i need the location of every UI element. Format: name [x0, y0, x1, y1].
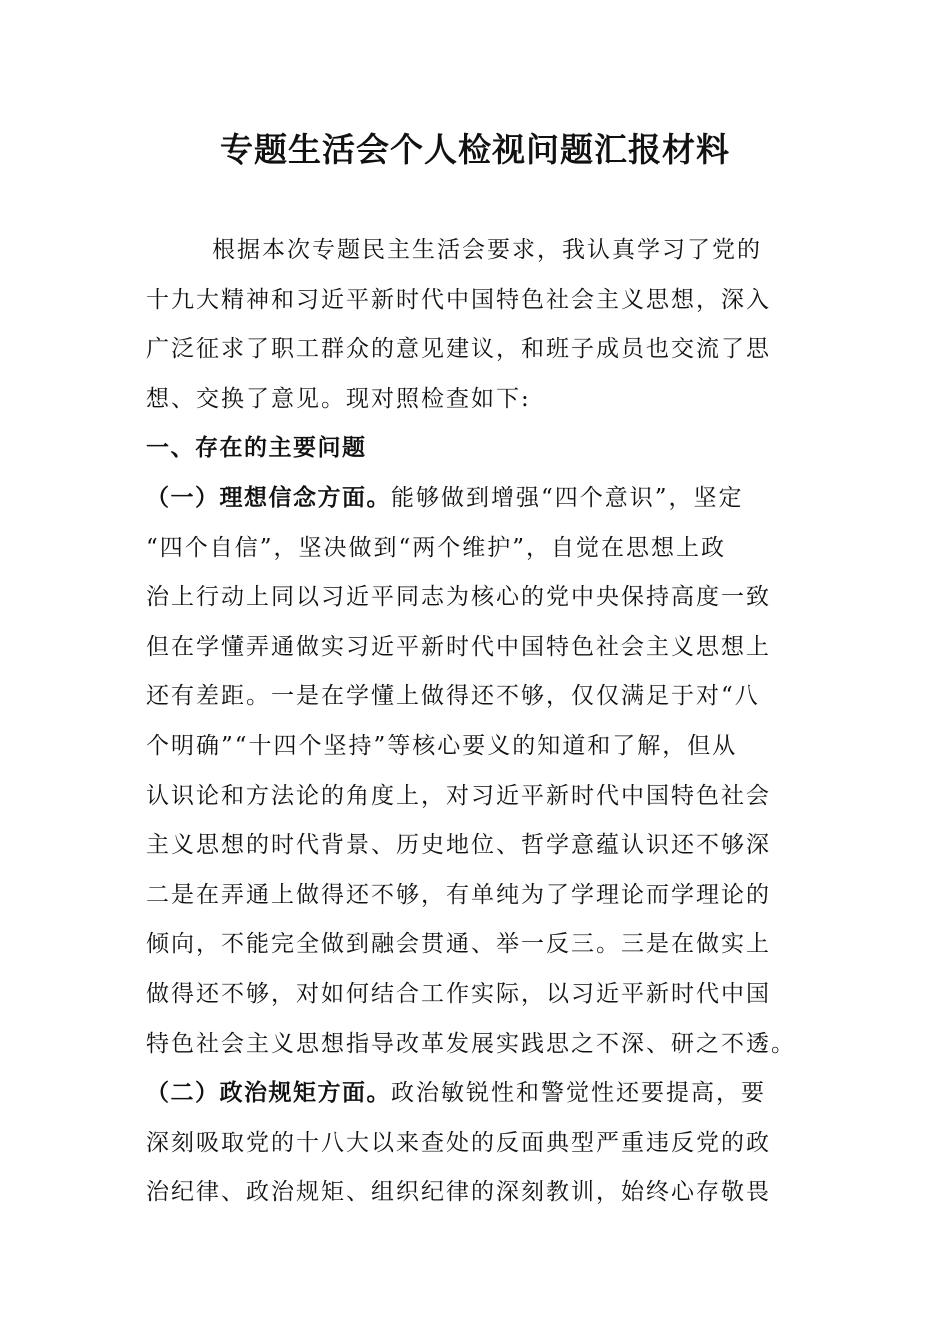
item2-first-line-text: 政治敏锐性和警觉性还要提高，要: [391, 1080, 766, 1107]
item1-first-line: [146, 474, 806, 524]
item1-line: 做得还不够，对如何结合工作实际，以习近平新时代中国: [146, 980, 771, 1007]
intro-line: 根据本次专题民主生活会要求，我认真学习了党的: [212, 237, 762, 263]
item1-first-line-text: 能够做到增强“四个意识”，坚定: [391, 484, 744, 511]
item2-line: 深刻吸取党的十八大以来查处的反面典型严重违反党的政: [146, 1129, 771, 1156]
item1-line: 特色社会主义思想指导改革发展实践思之不深、研之不透。: [146, 1030, 796, 1057]
document-body: [146, 226, 806, 1218]
item1-line: 主义思想的时代背景、历史地位、哲学意蕴认识还不够深: [146, 832, 771, 859]
item1-line: 但在学懂弄通做实习近平新时代中国特色社会主义思想上: [146, 633, 771, 660]
item2-line: 治纪律、政治规矩、组织纪律的深刻教训，始终心存敬畏: [146, 1179, 771, 1206]
item1-line: 治上行动上同以习近平同志为核心的党中央保持高度一致: [146, 584, 771, 611]
item1-line: 二是在弄通上做得还不够，有单纯为了学理论而学理论的: [146, 881, 771, 908]
item1-line: “四个自信”，坚决做到“两个维护”，自觉在思想上政: [146, 534, 727, 561]
item1-line: 倾向，不能完全做到融会贯通、举一反三。三是在做实上: [146, 931, 771, 958]
intro-line: 十九大精神和习近平新时代中国特色社会主义思想，深入: [146, 286, 771, 313]
intro-line: 想、交换了意见。现对照检查如下:: [146, 385, 531, 412]
item1-line: 还有差距。一是在学懂上做得还不够，仅仅满足于对“八: [146, 683, 760, 710]
item2-heading: （二）政治规矩方面。: [146, 1080, 391, 1107]
item1-line: 认识论和方法论的角度上，对习近平新时代中国特色社会: [146, 782, 771, 809]
item1-line: 个明确”“十四个坚持”等核心要义的知道和了解，但从: [146, 732, 738, 759]
item2-first-line: [146, 1069, 806, 1119]
document-title: 专题生活会个人检视问题汇报材料: [220, 130, 730, 169]
item1-heading: （一）理想信念方面。: [146, 484, 391, 511]
intro-line: 广泛征求了职工群众的意见建议，和班子成员也交流了思: [146, 336, 771, 363]
section-heading: 一、存在的主要问题: [146, 435, 367, 462]
